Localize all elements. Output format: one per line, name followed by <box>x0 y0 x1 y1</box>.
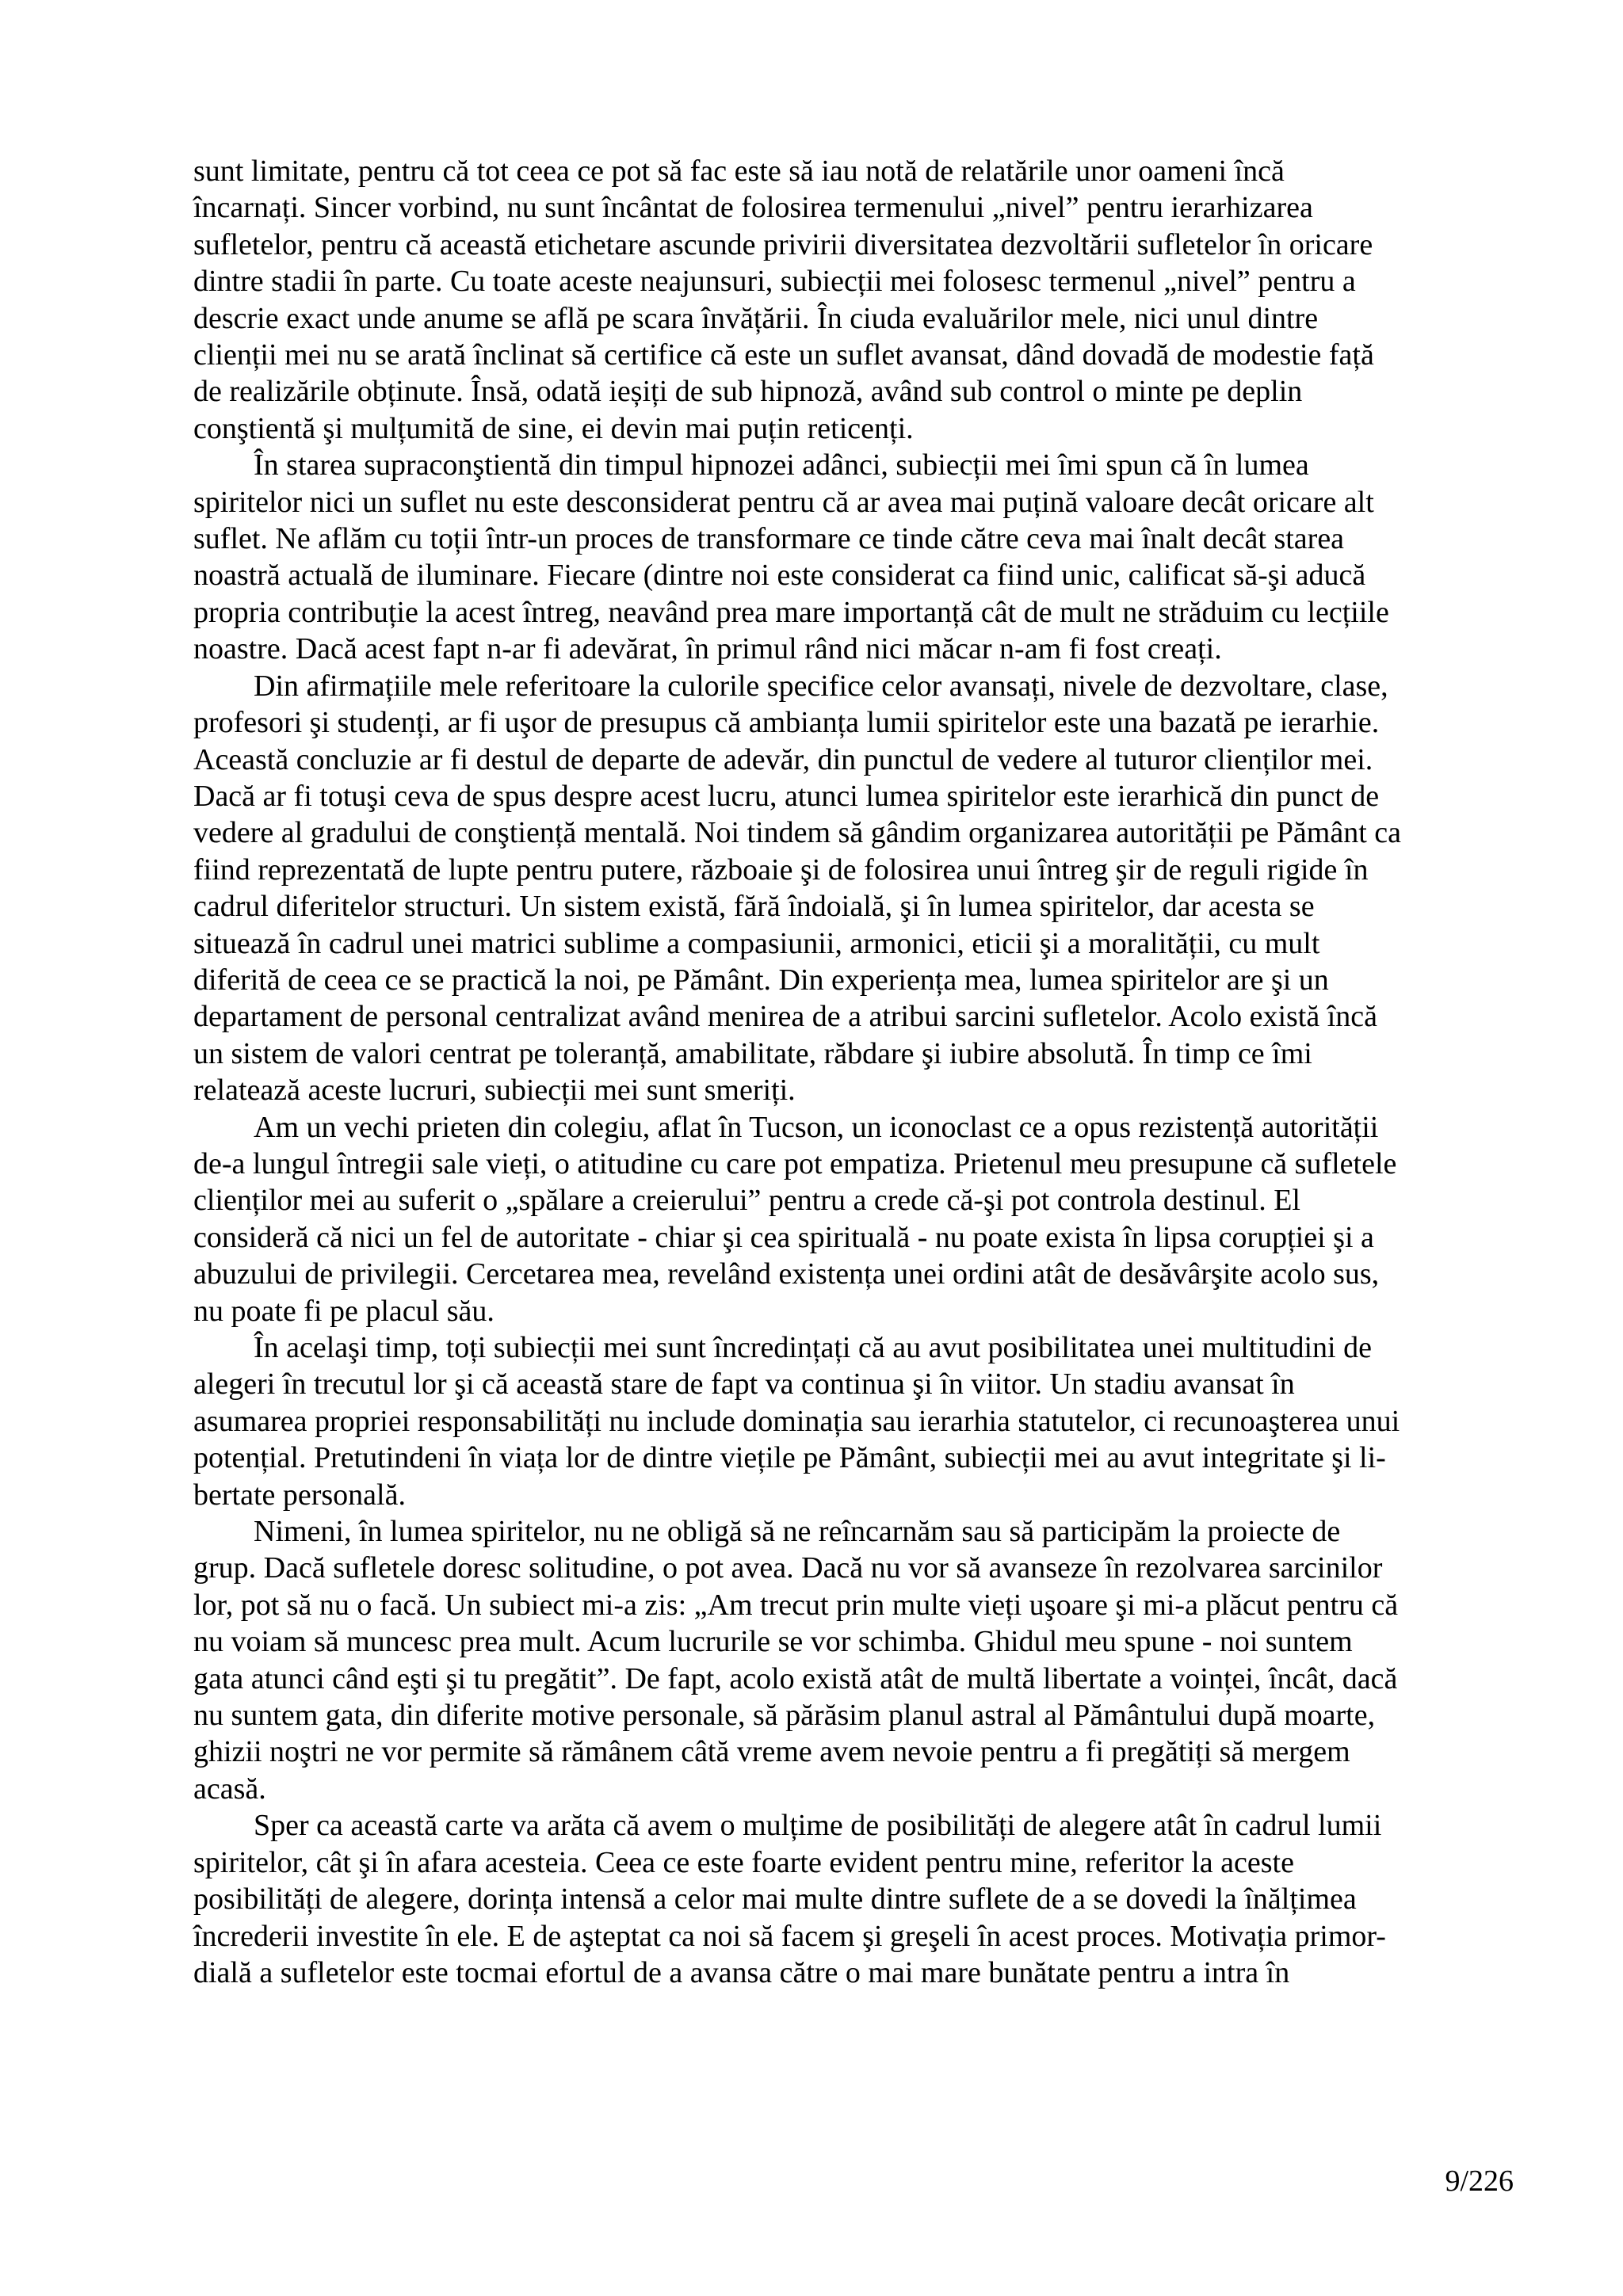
text-line: sufletelor, pentru că această etichetare ascunde privirii diversitatea dezvoltării sufletelor în oricare <box>193 227 1373 261</box>
text-line: cadrul diferitelor structuri. Un sistem există, fără îndoială, şi în lumea spiritelor, dar acesta se <box>193 890 1315 924</box>
text-line: vedere al gradului de conştiență mentală. Noi tindem să gândim organizarea autorității pe Pământ ca <box>193 816 1402 850</box>
text-line: noastră actuală de iluminare. Fiecare (dintre noi este considerat ca fiind unic, calificat să-şi aducă <box>193 559 1366 593</box>
text-line: situează în cadrul unei matrici sublime a compasiunii, armonici, eticii şi a moralității, cu mult <box>193 926 1320 960</box>
text-line: grup. Dacă sufletele doresc solitudine, o pot avea. Dacă nu vor să avanseze în rezolvarea sarcinilor <box>193 1551 1383 1585</box>
text-line: acasă. <box>193 1772 266 1806</box>
text-line: de realizările obținute. Însă, odată ieșiți de sub hipnoză, având sub control o minte pe deplin <box>193 375 1303 409</box>
text-line: nu voiam să muncesc prea mult. Acum lucrurile se vor schimba. Ghidul meu spune - noi suntem <box>193 1625 1353 1659</box>
text-line: ghizii noştri ne vor permite să rămânem câtă vreme avem nevoie pentru a fi pregătiți să mergem <box>193 1735 1350 1769</box>
text-line: posibilități de alegere, dorința intensă a celor mai multe dintre suflete de a se dovedi la înălțimea <box>193 1882 1357 1917</box>
paragraph-first-line: Sper ca această carte va arăta că avem o mulțime de posibilități de alegere atât în cadrul lumii <box>254 1809 1382 1843</box>
text-line: dintre stadii în parte. Cu toate aceste neajunsuri, subiecții mei folosesc termenul „nivel” pentru a <box>193 265 1356 299</box>
paragraph-first-line: În starea supraconştientă din timpul hipnozei adânci, subiecții mei îmi spun că în lumea <box>254 448 1309 482</box>
text-line: consideră că nici un fel de autoritate - chiar şi cea spirituală - nu poate exista în lipsa corupției şi a <box>193 1220 1374 1254</box>
text-line: de-a lungul întregii sale vieți, o atitudine cu care pot empatiza. Prietenul meu presupune că sufletele <box>193 1146 1397 1180</box>
text-line: suflet. Ne aflăm cu toții într-un proces de transformare ce tinde către ceva mai înalt decât starea <box>193 522 1345 556</box>
text-line: clienții mei nu se arată înclinat să certifice că este un suflet avansat, dând dovadă de modestie față <box>193 338 1374 372</box>
text-line: clienților mei au suferit o „spălare a creierului” pentru a crede că-şi pot controla destinul. El <box>193 1184 1300 1218</box>
text-line: gata atunci când eşti şi tu pregătit”. De fapt, acolo există atât de multă libertate a voinței, încât, dacă <box>193 1661 1398 1695</box>
body-text <box>193 153 1515 1991</box>
text-line: încarnați. Sincer vorbind, nu sunt încântat de folosirea termenului „nivel” pentru ierarhizarea <box>193 191 1313 225</box>
text-line: Dacă ar fi totuşi ceva de spus despre acest lucru, atunci lumea spiritelor este ierarhică din punct de <box>193 779 1380 813</box>
text-line: diferită de ceea ce se practică la noi, pe Pământ. Din experiența mea, lumea spiritelor are şi un <box>193 963 1329 997</box>
text-line: profesori şi studenți, ar fi uşor de presupus că ambianța lumii spiritelor este una bazată pe ierarhie. <box>193 706 1380 740</box>
text-line: dială a sufletelor este tocmai efortul de a avansa către o mai mare bunătate pentru a intra în <box>193 1955 1290 1989</box>
text-line: descrie exact unde anume se află pe scara învățării. În ciuda evaluărilor mele, nici unul dintre <box>193 301 1319 335</box>
text-line: Această concluzie ar fi destul de departe de adevăr, din punctul de vedere al tuturor clienților mei. <box>193 742 1373 776</box>
text-line: potențial. Pretutindeni în viața lor de dintre viețile pe Pământ, subiecții mei au avut integritate şi li- <box>193 1441 1386 1475</box>
text-line: bertate personală. <box>193 1478 406 1512</box>
text-line: departament de personal centralizat având menirea de a atribui sarcini sufletelor. Acolo există încă <box>193 1000 1378 1034</box>
text-line: încrederii investite în ele. E de aşteptat ca noi să facem şi greşeli în acest proces. Motivația primor- <box>193 1919 1386 1953</box>
paragraph-first-line: În acelaşi timp, toți subiecții mei sunt încredințați că au avut posibilitatea unei multitudini de <box>254 1331 1372 1364</box>
text-line: relatează aceste lucruri, subiecții mei sunt smeriți. <box>193 1074 796 1108</box>
paragraph-first-line: Nimeni, în lumea spiritelor, nu ne obligă să ne reîncarnăm sau să participăm la proiecte de <box>254 1515 1341 1549</box>
text-line: noastre. Dacă acest fapt n-ar fi adevărat, în primul rând nici măcar n-am fi fost creați. <box>193 632 1222 666</box>
text-line: conştientă şi mulțumită de sine, ei devin mai puțin reticenți. <box>193 411 914 445</box>
text-line: fiind reprezentată de lupte pentru putere, războaie şi de folosirea unui întreg şir de reguli rigide în <box>193 852 1369 887</box>
text-line: alegeri în trecutul lor şi că această stare de fapt va continua şi în viitor. Un stadiu avansat în <box>193 1367 1295 1402</box>
text-line: propria contribuție la acest întreg, neavând prea mare importanță cât de mult ne străduim cu lecțiile <box>193 595 1389 629</box>
text-line: un sistem de valori centrat pe toleranță, amabilitate, răbdare şi iubire absolută. În timp ce îmi <box>193 1036 1312 1070</box>
text-line: asumarea propriei responsabilități nu include dominația sau ierarhia statutelor, ci recunoaşterea unui <box>193 1404 1400 1438</box>
paragraph-first-line: Am un vechi prieten din colegiu, aflat în Tucson, un iconoclast ce a opus rezistență autorității <box>254 1110 1379 1144</box>
text-line: spiritelor nici un suflet nu este desconsiderat pentru că ar avea mai puțină valoare decât oricare alt <box>193 485 1374 519</box>
text-line: nu suntem gata, din diferite motive personale, să părăsim planul astral al Pământului după moarte, <box>193 1699 1376 1733</box>
page-number: 9/226 <box>1445 2164 1514 2198</box>
text-line: nu poate fi pe placul său. <box>193 1294 495 1328</box>
text-line: spiritelor, cât şi în afara acesteia. Ceea ce este foarte evident pentru mine, referitor la aceste <box>193 1845 1294 1879</box>
paragraph-first-line: Din afirmațiile mele referitoare la culorile specifice celor avansați, nivele de dezvoltare, clase, <box>254 669 1388 703</box>
text-line: abuzului de privilegii. Cercetarea mea, revelând existența unei ordini atât de desăvârşite acolo sus, <box>193 1257 1380 1291</box>
text-line: sunt limitate, pentru că tot ceea ce pot să fac este să iau notă de relatările unor oameni încă <box>193 154 1285 188</box>
text-line: lor, pot să nu o facă. Un subiect mi-a zis: „Am trecut prin multe vieți uşoare şi mi-a plăcut pentru că <box>193 1588 1399 1622</box>
